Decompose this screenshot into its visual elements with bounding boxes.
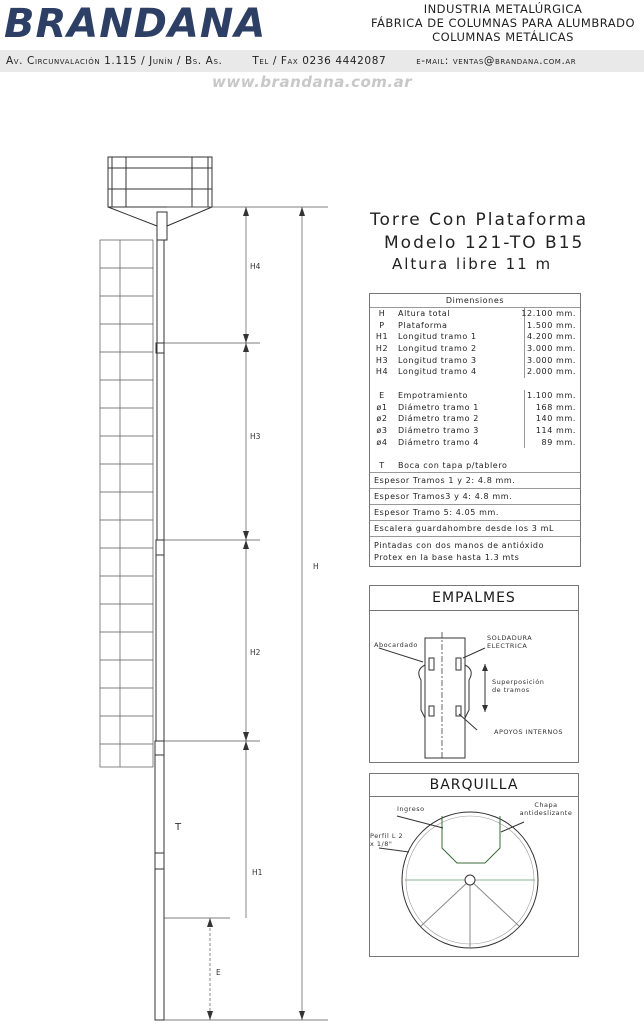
dimension-row bbox=[370, 355, 580, 367]
access-door bbox=[155, 853, 164, 869]
row-key: E bbox=[379, 390, 385, 400]
row-value: 168 mm. bbox=[535, 402, 576, 412]
tagline-line: FÁBRICA DE COLUMNAS PARA ALUMBRADO bbox=[370, 16, 636, 30]
row-label: Diámetro tramo 2 bbox=[398, 414, 479, 424]
row-divider bbox=[524, 402, 525, 414]
table-note: Espesor Tramos 1 y 2: 4.8 mm. bbox=[370, 472, 580, 488]
row-label: Longitud tramo 4 bbox=[398, 367, 477, 377]
dimension-row bbox=[370, 366, 580, 378]
row-label: Altura total bbox=[398, 309, 451, 318]
address-text: Av. Circunvalación 1.115 / Junín / Bs. As. bbox=[6, 55, 223, 67]
website-url: www.brandana.com.ar bbox=[212, 73, 413, 91]
paint-note: Protex en la base hasta 1.3 mts bbox=[374, 552, 520, 562]
dim-label-h2: H2 bbox=[250, 648, 261, 657]
row-value: 140 mm. bbox=[535, 414, 576, 424]
dim-label-h4: H4 bbox=[250, 262, 261, 271]
row-value: 3.000 mm. bbox=[527, 344, 576, 354]
dim-label-h: H bbox=[313, 562, 319, 571]
dimension-rows bbox=[370, 308, 580, 472]
row-divider bbox=[524, 331, 525, 343]
model-title-line3: Altura libre 11 m bbox=[392, 255, 553, 273]
row-key: ø2 bbox=[376, 414, 388, 424]
row-divider bbox=[524, 355, 525, 367]
dimension-row bbox=[370, 320, 580, 332]
row-divider bbox=[524, 366, 525, 378]
row-key: H bbox=[378, 309, 386, 318]
row-label: Longitud tramo 1 bbox=[398, 332, 477, 342]
email-text: e-mail: ventas@brandana.com.ar bbox=[416, 55, 577, 67]
row-key: ø4 bbox=[376, 437, 388, 447]
row-label: Diámetro tramo 4 bbox=[398, 437, 479, 447]
dimension-row bbox=[370, 448, 580, 460]
row-value: 1.500 mm. bbox=[527, 320, 576, 330]
dimension-row bbox=[370, 460, 580, 472]
dimension-row bbox=[370, 343, 580, 355]
row-value: 3.000 mm. bbox=[527, 355, 576, 365]
brand-logo: BRANDANA bbox=[4, 1, 267, 47]
model-title-line2: Modelo 121-TO B15 bbox=[384, 233, 585, 253]
label-perfil: Perfil L 2 x 1/8" bbox=[370, 832, 404, 848]
dimension-row bbox=[370, 308, 580, 320]
dim-label-h1: H1 bbox=[252, 868, 263, 877]
table-note: Espesor Tramos3 y 4: 4.8 mm. bbox=[370, 488, 580, 504]
row-divider bbox=[524, 425, 525, 437]
label-chapa: Chapa antideslizante bbox=[519, 801, 573, 817]
pole-upper bbox=[157, 240, 164, 540]
row-divider bbox=[524, 320, 525, 332]
phone-text: Tel / Fax 0236 4442087 bbox=[252, 55, 387, 67]
paint-note: Pintadas con dos manos de antióxido bbox=[374, 540, 545, 550]
row-key: ø3 bbox=[376, 425, 388, 435]
label-t: T bbox=[175, 822, 182, 833]
tagline-line: COLUMNAS METÁLICAS bbox=[432, 30, 574, 44]
tagline-line: INDUSTRIA METALÚRGICA bbox=[423, 2, 583, 16]
row-label: Boca con tapa p/tablero bbox=[398, 460, 508, 470]
row-key: ø1 bbox=[376, 402, 388, 412]
row-key: P bbox=[379, 320, 385, 330]
row-label: Longitud tramo 3 bbox=[398, 355, 477, 365]
ladder-cage bbox=[100, 240, 153, 767]
row-label: Diámetro tramo 3 bbox=[398, 425, 479, 435]
row-key: H1 bbox=[375, 332, 389, 342]
label-abocardado: Abocardado bbox=[374, 641, 418, 649]
dimensions-table bbox=[369, 293, 581, 567]
row-label: Longitud tramo 2 bbox=[398, 344, 477, 354]
label-soldadura: SOLDADURA ELECTRICA bbox=[487, 634, 533, 650]
dimension-row bbox=[370, 378, 580, 390]
row-value: 12.100 mm. bbox=[521, 309, 576, 318]
empalmes-heading: EMPALMES bbox=[370, 586, 578, 611]
row-label: Diámetro tramo 1 bbox=[398, 402, 479, 412]
row-key: H2 bbox=[375, 344, 389, 354]
row-divider bbox=[524, 390, 525, 402]
row-label: Plataforma bbox=[398, 320, 448, 330]
row-divider bbox=[524, 343, 525, 355]
model-title-line1: Torre Con Plataforma bbox=[370, 210, 589, 230]
row-value: 1.100 mm. bbox=[527, 390, 576, 400]
row-key: H3 bbox=[375, 355, 389, 365]
dim-label-e: E bbox=[216, 968, 221, 977]
dimension-row bbox=[370, 437, 580, 449]
row-value: 114 mm. bbox=[535, 425, 576, 435]
row-key: H4 bbox=[375, 367, 389, 377]
platform-basket bbox=[108, 157, 212, 207]
row-value: 4.200 mm. bbox=[527, 332, 576, 342]
label-superposicion: Superposición de tramos bbox=[492, 678, 545, 694]
table-heading: Dimensiones bbox=[370, 294, 580, 308]
row-divider bbox=[524, 437, 525, 449]
dimension-row bbox=[370, 331, 580, 343]
row-divider bbox=[524, 413, 525, 425]
dimension-row bbox=[370, 425, 580, 437]
dimension-row bbox=[370, 390, 580, 402]
row-value: 89 mm. bbox=[541, 437, 576, 447]
table-note: Espesor Tramo 5: 4.05 mm. bbox=[370, 504, 580, 520]
table-note: Escalera guardahombre desde los 3 mL bbox=[370, 520, 580, 536]
row-value: 2.000 mm. bbox=[527, 367, 576, 377]
row-label: Empotramiento bbox=[398, 390, 468, 400]
dimension-row bbox=[370, 413, 580, 425]
pole-middle bbox=[156, 555, 164, 741]
label-apoyos: APOYOS INTERNOS bbox=[494, 728, 564, 736]
label-ingreso: Ingreso bbox=[397, 805, 425, 813]
dimension-row bbox=[370, 402, 580, 414]
pole-lower bbox=[155, 755, 164, 1020]
dim-label-h3: H3 bbox=[250, 432, 261, 441]
row-key: T bbox=[379, 460, 385, 470]
barquilla-heading: BARQUILLA bbox=[370, 774, 578, 797]
barquilla-diagram bbox=[369, 796, 579, 956]
